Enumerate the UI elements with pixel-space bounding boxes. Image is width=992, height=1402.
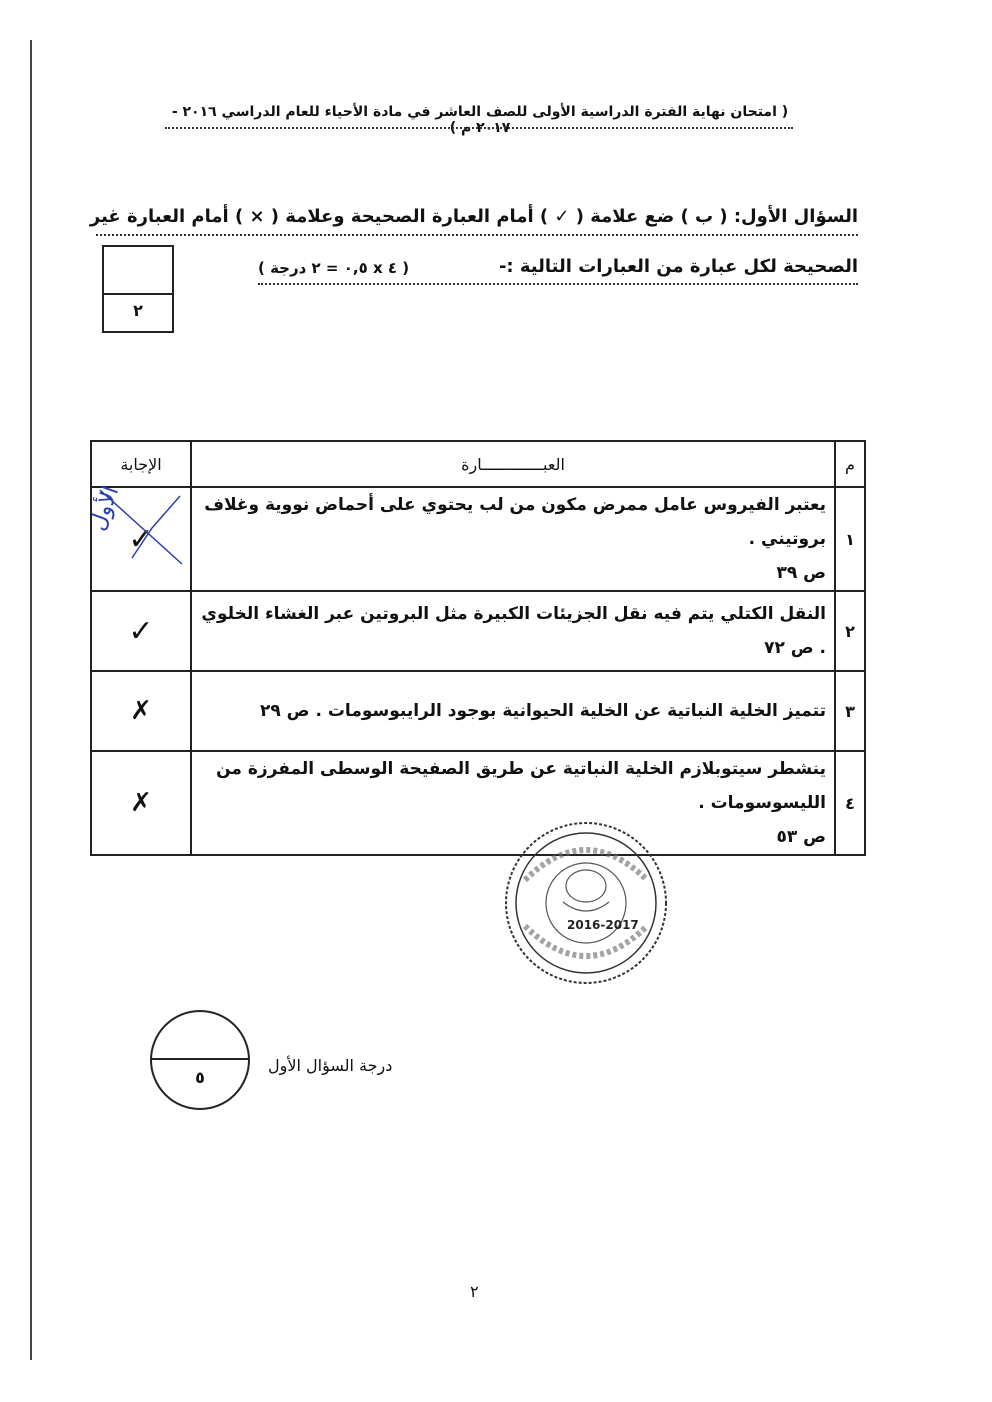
cross-mark-icon: ✗ — [130, 696, 152, 726]
header-num: م — [835, 441, 865, 487]
row-num: ١ — [835, 487, 865, 591]
row-statement — [191, 591, 835, 671]
question-instruction-text: : ( ب ) ضع علامة ( ✓ ) أمام العبارة الصحيحة وعلامة ( × ) أمام العبارة غير — [89, 206, 742, 227]
question-instruction-line2: الصحيحة لكل عبارة من العبارات التالية :- — [498, 256, 858, 277]
statement-text: ينشطر سيتوبلازم الخلية النباتية عن طريق الصفيحة الوسطى المفرزة من الليسوسومات . — [216, 759, 826, 813]
row-statement — [191, 671, 835, 751]
grade-label: درجة السؤال الأول — [268, 1056, 393, 1075]
handwritten-note: الأول — [85, 482, 125, 535]
header-statement: العبـــــــــــــارة — [191, 441, 835, 487]
binding-margin-line — [30, 40, 32, 1360]
row-answer — [85, 482, 191, 591]
table-row — [91, 487, 865, 591]
checkmark-icon: ✓ — [128, 613, 154, 649]
row-answer — [91, 671, 191, 751]
score-total: ٢ — [133, 301, 143, 320]
question-label: السؤال الأول — [741, 206, 858, 227]
grade-circle-divider — [152, 1058, 248, 1060]
table-header-row — [91, 441, 865, 487]
row-answer — [91, 751, 191, 855]
table-row — [91, 671, 865, 751]
statement-text: يعتبر الفيروس عامل ممرض مكون من لب يحتوي على أحماض نووية وغلاف بروتيني . — [204, 495, 826, 549]
row-answer — [91, 591, 191, 671]
row-statement — [191, 487, 835, 591]
ministry-seal-icon — [503, 820, 669, 986]
statement-page: ص ٥٣ — [776, 827, 826, 847]
checkmark-icon: ✓ — [128, 521, 154, 557]
title-underline — [165, 127, 793, 129]
cross-mark-icon: ✗ — [130, 788, 152, 818]
instruction-underline-2 — [258, 283, 858, 285]
row-num: ٣ — [835, 671, 865, 751]
header-answer: الإجابة — [91, 441, 191, 487]
question-instruction-line1 — [88, 206, 858, 227]
row-num: ٤ — [835, 751, 865, 855]
table-row — [91, 751, 865, 855]
score-box — [102, 245, 174, 333]
grade-value: ٥ — [195, 1068, 205, 1087]
exam-title: ( امتحان نهاية الفترة الدراسية الأولى للصف العاشر في مادة الأحياء للعام الدراسي ٢٠١٦ - ٢٠١٧ م ) — [171, 104, 789, 136]
row-num: ٢ — [835, 591, 865, 671]
statement-text: النقل الكتلي يتم فيه نقل الجزيئات الكبيرة مثل البروتين عبر الغشاء الخلوي . ص ٧٢ — [201, 604, 826, 658]
score-box-divider — [104, 293, 172, 295]
stamp-year: 2016-2017 — [567, 918, 639, 932]
grade-formula: ( ٤ x ٠,٥ = ٢ درجة ) — [258, 259, 410, 277]
questions-table — [85, 440, 866, 856]
instruction-underline-1 — [96, 234, 858, 236]
statement-page: ص ٣٩ — [776, 563, 826, 583]
page-number: ٢ — [470, 1282, 479, 1301]
table-row — [91, 591, 865, 671]
grade-circle — [150, 1010, 250, 1110]
statement-text: تتميز الخلية النباتية عن الخلية الحيوانية بوجود الرايبوسومات . ص ٢٩ — [260, 701, 826, 721]
